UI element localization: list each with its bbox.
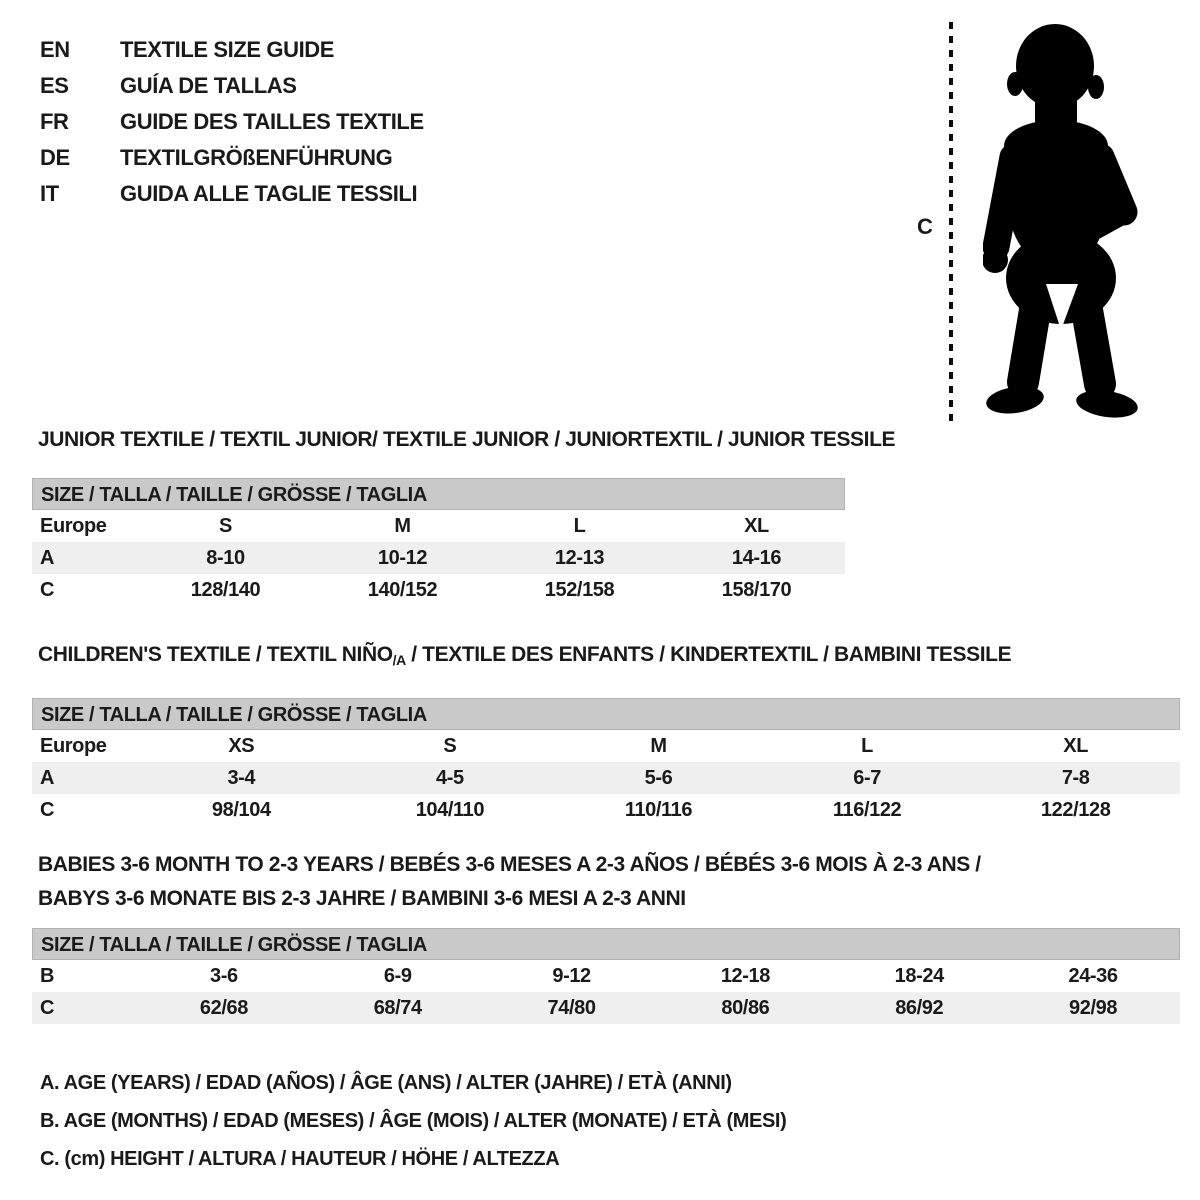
size-value-cell: S bbox=[219, 514, 232, 537]
section-title bbox=[38, 848, 1180, 882]
row-label-cell: Europe bbox=[40, 734, 107, 757]
language-label: GUÍA DE TALLAS bbox=[120, 73, 297, 98]
size-value-cell: L bbox=[861, 734, 873, 757]
language-label: TEXTILGRÖßENFÜHRUNG bbox=[120, 145, 393, 170]
section-children bbox=[32, 643, 1180, 826]
language-code: DE bbox=[40, 145, 70, 170]
size-header-bar: SIZE / TALLA / TAILLE / GRÖSSE / TAGLIA bbox=[32, 478, 845, 510]
row-label-cell: C bbox=[40, 996, 55, 1019]
language-row bbox=[40, 68, 424, 104]
language-row bbox=[40, 32, 424, 68]
section-title bbox=[38, 882, 1180, 916]
size-value-cell: 7-8 bbox=[1061, 766, 1090, 789]
section-title-text: BABIES 3-6 MONTH TO 2-3 YEARS / BEBÉS 3-6 MESES A 2-3 AÑOS / BÉBÉS 3-6 MOIS À 2-3 ANS / bbox=[38, 853, 981, 876]
section-junior bbox=[32, 428, 896, 606]
measure-label-c: C bbox=[917, 214, 933, 239]
size-header-bar: SIZE / TALLA / TAILLE / GRÖSSE / TAGLIA bbox=[32, 928, 1180, 960]
size-value-cell: 3-4 bbox=[227, 766, 256, 789]
size-value-cell: 98/104 bbox=[211, 798, 271, 821]
row-label-cell: A bbox=[40, 766, 55, 789]
size-value-cell: 110/116 bbox=[624, 798, 693, 821]
language-code: FR bbox=[40, 109, 69, 134]
table-row bbox=[32, 960, 1180, 992]
size-value-cell: XL bbox=[1063, 734, 1089, 757]
language-row bbox=[40, 176, 424, 212]
size-value-cell: 8-10 bbox=[206, 546, 245, 569]
section-title-text: BABYS 3-6 MONATE BIS 2-3 JAHRE / BAMBINI 3-6 MESI A 2-3 ANNI bbox=[38, 887, 686, 910]
size-value-cell: 3-6 bbox=[210, 964, 238, 987]
table-row bbox=[32, 574, 845, 606]
row-label-cell: C bbox=[40, 798, 55, 821]
section-title bbox=[38, 643, 1180, 672]
note-line: A. AGE (YEARS) / EDAD (AÑOS) / ÂGE (ANS) / ALTER (JAHRE) / ETÀ (ANNI) bbox=[40, 1072, 732, 1094]
size-value-cell: XL bbox=[744, 514, 769, 537]
size-value-cell: 62/68 bbox=[199, 996, 248, 1019]
table-row bbox=[32, 992, 1180, 1024]
size-value-cell: L bbox=[573, 514, 586, 537]
size-value-cell: 116/122 bbox=[832, 798, 902, 821]
section-babies bbox=[32, 848, 1180, 1024]
language-row bbox=[40, 140, 424, 176]
language-title-list bbox=[40, 32, 424, 212]
row-label-cell: Europe bbox=[40, 514, 107, 537]
note-line: C. (cm) HEIGHT / ALTURA / HAUTEUR / HÖHE / ALTEZZA bbox=[40, 1148, 560, 1170]
size-value-cell: 24-36 bbox=[1068, 964, 1118, 987]
section-title-subscript: /A bbox=[392, 652, 406, 668]
row-label-cell: A bbox=[40, 546, 55, 569]
note-line: B. AGE (MONTHS) / EDAD (MESES) / ÂGE (MOIS) / ALTER (MONATE) / ETÀ (MESI) bbox=[40, 1110, 787, 1132]
section-title-text: JUNIOR TEXTILE / TEXTIL JUNIOR/ TEXTILE JUNIOR / JUNIORTEXTIL / JUNIOR TESSILE bbox=[38, 428, 896, 451]
height-figure bbox=[905, 16, 1155, 424]
height-measure-dashed-line bbox=[949, 22, 953, 422]
size-value-cell: 92/98 bbox=[1069, 996, 1118, 1019]
size-value-cell: 158/170 bbox=[721, 578, 792, 601]
size-header-bar: SIZE / TALLA / TAILLE / GRÖSSE / TAGLIA bbox=[32, 698, 1180, 730]
toddler-silhouette-icon bbox=[983, 22, 1143, 420]
table-row bbox=[32, 762, 1180, 794]
row-label-cell: C bbox=[40, 578, 55, 601]
size-value-cell: 4-5 bbox=[436, 766, 464, 789]
size-value-cell: 6-7 bbox=[853, 766, 881, 789]
size-value-cell: 104/110 bbox=[415, 798, 485, 821]
language-label: GUIDA ALLE TAGLIE TESSILI bbox=[120, 181, 418, 206]
size-value-cell: S bbox=[443, 734, 457, 757]
language-code: IT bbox=[40, 181, 59, 206]
size-value-cell: XS bbox=[228, 734, 255, 757]
size-value-cell: 5-6 bbox=[644, 766, 673, 789]
language-code: ES bbox=[40, 73, 69, 98]
size-value-cell: 152/158 bbox=[544, 578, 615, 601]
table-row bbox=[32, 794, 1180, 826]
section-title bbox=[38, 428, 896, 452]
language-label: GUIDE DES TAILLES TEXTILE bbox=[120, 109, 424, 134]
size-value-cell: 12-13 bbox=[554, 546, 605, 569]
language-code: EN bbox=[40, 37, 70, 62]
size-value-cell: 9-12 bbox=[552, 964, 591, 987]
table-row bbox=[32, 542, 845, 574]
size-value-cell: 10-12 bbox=[377, 546, 428, 569]
size-value-cell: 74/80 bbox=[547, 996, 596, 1019]
size-value-cell: 140/152 bbox=[367, 578, 438, 601]
size-value-cell: M bbox=[650, 734, 667, 757]
section-title-text: CHILDREN'S TEXTILE / TEXTIL NIÑO bbox=[38, 643, 393, 666]
size-value-cell: 68/74 bbox=[373, 996, 422, 1019]
size-value-cell: M bbox=[394, 514, 411, 537]
table-row bbox=[32, 510, 845, 542]
row-label-cell: B bbox=[40, 964, 55, 987]
size-value-cell: 122/128 bbox=[1040, 798, 1111, 821]
size-value-cell: 12-18 bbox=[720, 964, 770, 987]
size-value-cell: 18-24 bbox=[894, 964, 944, 987]
size-value-cell: 80/86 bbox=[721, 996, 770, 1019]
size-value-cell: 128/140 bbox=[190, 578, 261, 601]
size-value-cell: 14-16 bbox=[731, 546, 782, 569]
size-value-cell: 6-9 bbox=[383, 964, 412, 987]
footnotes bbox=[40, 1064, 786, 1178]
language-row bbox=[40, 104, 424, 140]
language-label: TEXTILE SIZE GUIDE bbox=[120, 37, 335, 62]
section-title-text: / TEXTILE DES ENFANTS / KINDERTEXTIL / BAMBINI TESSILE bbox=[405, 643, 1012, 666]
table-row bbox=[32, 730, 1180, 762]
size-value-cell: 86/92 bbox=[895, 996, 944, 1019]
